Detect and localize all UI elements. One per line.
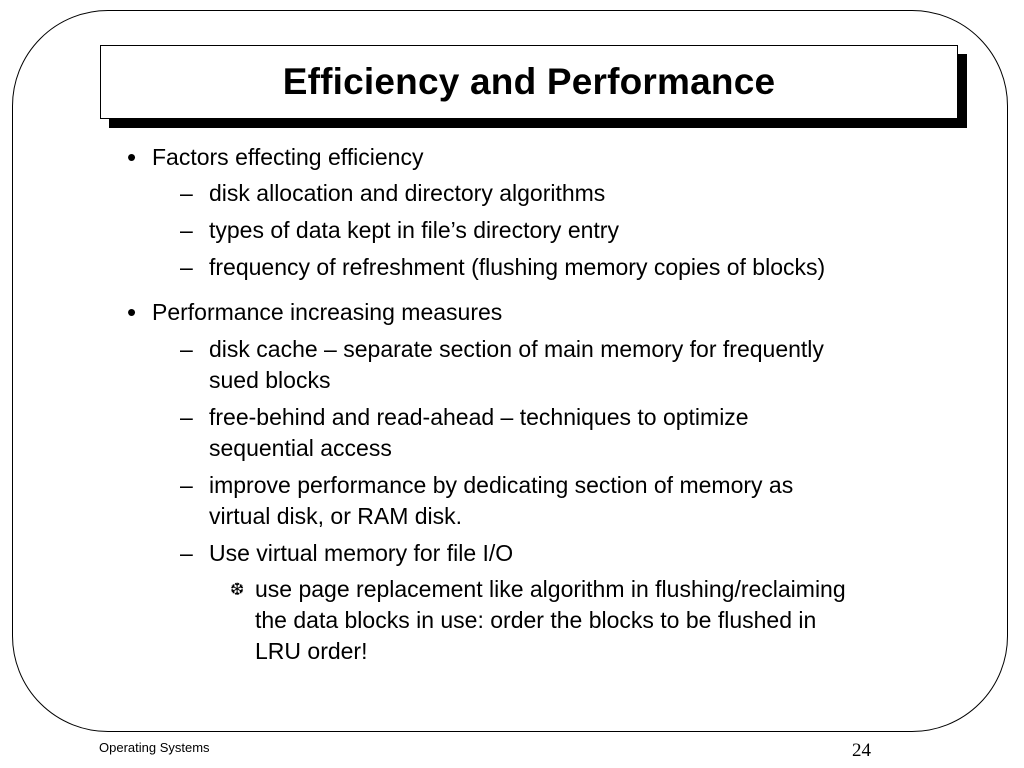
sub-item-2-2-line-1: free-behind and read-ahead – techniques to optimize: [209, 404, 749, 430]
dash-marker: –: [180, 254, 193, 280]
footer-course-name: Operating Systems: [99, 740, 210, 755]
bullet-1-text: Factors effecting efficiency: [152, 144, 424, 170]
bullet-marker: •: [127, 297, 137, 327]
dash-marker: –: [180, 540, 193, 566]
dash-marker: –: [180, 180, 193, 206]
sub-item-2-4: Use virtual memory for file I/O: [209, 540, 514, 566]
title-box: [100, 45, 958, 119]
dash-marker: –: [180, 472, 193, 498]
sub-item-2-1-line-1: disk cache – separate section of main memory for frequently: [209, 336, 824, 362]
dash-marker: –: [180, 404, 193, 430]
sub-sub-item-line-3: LRU order!: [255, 638, 368, 664]
page-number: 24: [852, 740, 871, 761]
snowflake-icon: ❆: [230, 580, 245, 599]
dash-marker: –: [180, 217, 193, 243]
sub-item-2-2-line-2: sequential access: [209, 435, 392, 461]
sub-sub-item-line-1: use page replacement like algorithm in flushing/reclaiming: [255, 576, 846, 602]
sub-item-1-1: disk allocation and directory algorithms: [209, 180, 606, 206]
dash-marker: –: [180, 336, 193, 362]
sub-item-2-3-line-2: virtual disk, or RAM disk.: [209, 503, 463, 529]
bullet-2-text: Performance increasing measures: [152, 299, 503, 325]
sub-item-2-1-line-2: sued blocks: [209, 367, 331, 393]
bullet-marker: •: [127, 142, 137, 172]
sub-item-1-3: frequency of refreshment (flushing memory copies of blocks): [209, 254, 826, 280]
sub-item-1-2: types of data kept in file’s directory entry: [209, 217, 619, 243]
sub-item-2-3-line-1: improve performance by dedicating section of memory as: [209, 472, 794, 498]
sub-sub-item-line-2: the data blocks in use: order the blocks to be flushed in: [255, 607, 817, 633]
slide-title: Efficiency and Performance: [282, 61, 776, 102]
